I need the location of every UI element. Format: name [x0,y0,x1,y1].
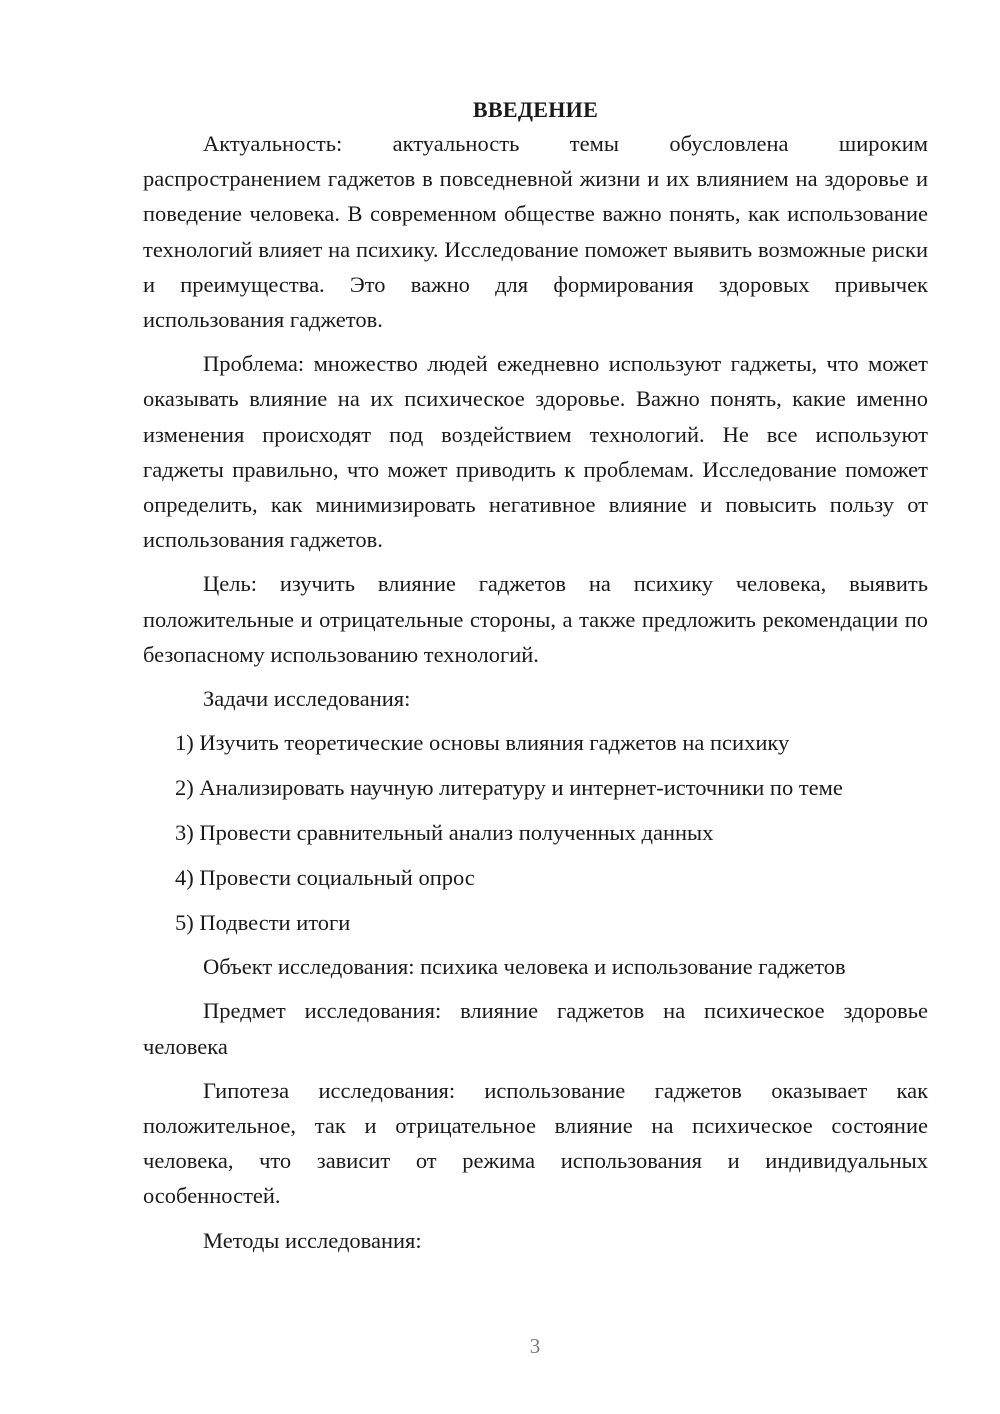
document-page [143,94,928,1258]
page-number: 3 [529,1334,541,1358]
list-item: 2) Анализировать научную литературу и интернет-источники по теме [175,775,843,801]
list-item: 5) Подвести итоги [175,910,351,936]
list-item: 1) Изучить теоретические основы влияния гаджетов на психику [175,730,790,756]
list-item: 4) Провести социальный опрос [175,865,475,891]
tasks-title: Задачи исследования: [203,686,411,712]
list-item: 3) Провести сравнительный анализ полученных данных [175,820,714,846]
paragraph-problem: Проблема: множество людей ежедневно используют гаджеты, что может оказывать влияние на их психическое здоровье. Важно понять, какие именно изменения происходят под воздействием технологий. Не все используют гаджеты правильно, что может приводить к проблемам. Исследование поможет определить, как минимизировать негативное влияние и повысить пользу от использования гаджетов. [143,351,928,553]
paragraph-subject: Предмет исследования: влияние гаджетов на психическое здоровье человека [143,998,928,1059]
methods-title: Методы исследования: [203,1227,422,1253]
paragraph-relevance: Актуальность: актуальность темы обусловлена широким распространением гаджетов в повседневной жизни и их влиянием на здоровье и поведение человека. В современном обществе важно понять, как использование технологий влияет на психику. Исследование поможет выявить возможные риски и преимущества. Это важно для формирования здоровых привычек использования гаджетов. [143,131,928,333]
paragraph-goal: Цель: изучить влияние гаджетов на психику человека, выявить положительные и отрицательные стороны, а также предложить рекомендации по безопасному использованию технологий. [143,571,928,667]
page-title: ВВЕДЕНИЕ [472,97,599,122]
paragraph-object: Объект исследования: психика человека и использование гаджетов [203,954,846,980]
tasks-list [143,725,928,940]
paragraph-hypothesis: Гипотеза исследования: использование гаджетов оказывает как положительное, так и отрицательное влияние на психическое состояние человека, что зависит от режима использования и индивидуальных особенностей. [143,1077,928,1209]
